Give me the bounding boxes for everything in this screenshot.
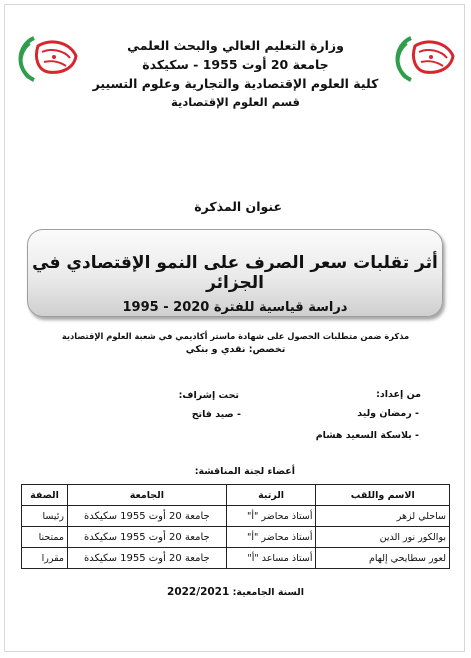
faculty-name: كلية العلوم الإقتصادية والتجارية وعلوم التسيير — [92, 76, 379, 91]
committee-table — [21, 484, 450, 569]
member-rank: أستاذ محاضر "أ" — [226, 506, 316, 527]
prepared-by-label: من إعداد: — [376, 389, 421, 400]
institution-header — [90, 36, 381, 112]
member-university: جامعة 20 أوت 1955 سكيكدة — [68, 506, 227, 527]
student-name: - بلاسكة السعيد هشام — [315, 430, 419, 441]
memo-title-label: عنوان المذكرة — [194, 199, 282, 214]
memo-main-title: أثر تقلبات سعر الصرف على النمو الإقتصادي في الجزائر — [32, 253, 438, 293]
subtitle-prefix: دراسة قياسية للفترة — [213, 300, 348, 315]
ministry-name: وزارة التعليم العالي والبحث العلمي — [127, 38, 344, 53]
memo-subtitle — [28, 300, 442, 315]
header-university: الجامعة — [68, 485, 227, 506]
header-role: الصفة — [22, 485, 68, 506]
member-role: ممتحنا — [22, 527, 68, 548]
supervisor-name: - صيد فاتح — [191, 409, 241, 420]
header-rank: الرتبة — [226, 485, 316, 506]
title-box — [27, 229, 443, 317]
table-row — [22, 527, 450, 548]
member-rank: أستاذ مساعد "أ" — [226, 548, 316, 569]
member-name: لعور سطايحي إلهام — [316, 548, 450, 569]
university-logo-right — [391, 28, 459, 90]
specialty: تخصص: نقدي و بنكي — [185, 344, 286, 355]
member-university: جامعة 20 أوت 1955 سكيكدة — [68, 527, 227, 548]
member-rank: أستاذ محاضر "أ" — [226, 527, 316, 548]
student-name: - رمضان وليد — [357, 408, 419, 419]
academic-year-value: 2022/2021 — [167, 586, 230, 598]
member-university: جامعة 20 أوت 1955 سكيكدة — [68, 548, 227, 569]
table-header-row — [22, 485, 450, 506]
table-row — [22, 506, 450, 527]
academic-year — [0, 586, 471, 598]
member-name: بوالكور نور الدين — [316, 527, 450, 548]
study-period: 1995 - 2020 — [122, 300, 210, 315]
committee-label: أعضاء لجنة المناقشة: — [194, 466, 295, 477]
department-name: قسم العلوم الإقتصادية — [171, 95, 300, 109]
table-row — [22, 548, 450, 569]
academic-year-label: السنة الجامعية: — [232, 587, 304, 598]
memo-description: مذكرة ضمن متطلبات الحصول على شهادة ماستر أكاديمي في شعبة العلوم الإقتصادية — [61, 331, 410, 341]
header-name: الاسم واللقب — [316, 485, 450, 506]
member-role: رئيسا — [22, 506, 68, 527]
university-name: جامعة 20 أوت 1955 - سكيكدة — [142, 57, 329, 72]
member-name: ساحلي لزهر — [316, 506, 450, 527]
member-role: مقررا — [22, 548, 68, 569]
university-logo-left — [14, 28, 82, 90]
supervision-label: تحت إشراف: — [178, 390, 239, 401]
